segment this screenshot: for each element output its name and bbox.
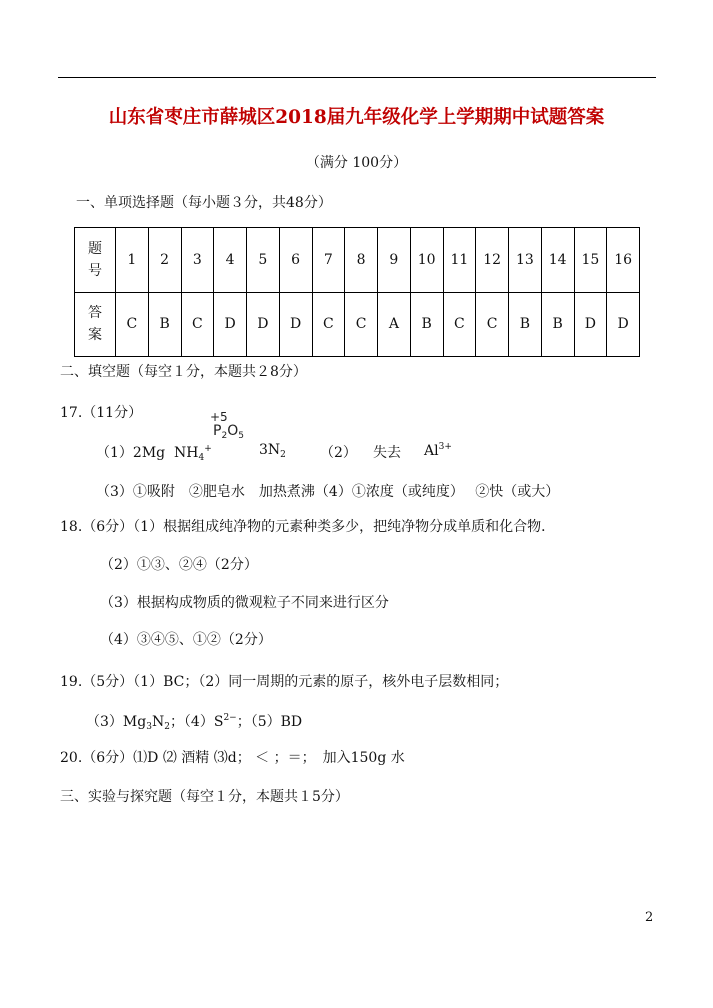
q19-part-4: ；（4）S xyxy=(169,714,224,730)
q17-3n2 xyxy=(259,442,286,460)
formula-n: N xyxy=(151,714,165,730)
formula-sup: 2− xyxy=(223,713,237,723)
q18-line-1: 18.（6分）（1）根据组成纯净物的元素种类多少，把纯净物分成单质和化合物． xyxy=(60,519,556,535)
answer-cell: C xyxy=(116,292,149,357)
answer-cell: D xyxy=(607,292,640,357)
question-number-row xyxy=(75,228,640,293)
top-rule xyxy=(58,77,656,78)
formula-p: P xyxy=(213,423,222,439)
q17-part-2: （2） xyxy=(320,445,357,461)
formula-al: Al xyxy=(424,443,439,459)
answer-cell: D xyxy=(214,292,247,357)
number-cell: 12 xyxy=(476,228,509,293)
formula-n: 3N xyxy=(259,442,281,458)
answer-table xyxy=(74,227,640,357)
number-cell: 6 xyxy=(279,228,312,293)
q17-line-1a xyxy=(96,442,212,463)
q19-part-5: ；（5）BD xyxy=(236,714,303,730)
number-cell: 9 xyxy=(378,228,411,293)
number-cell: 14 xyxy=(541,228,574,293)
q17-line-2: （3）①吸附 ②肥皂水 加热煮沸（4）①浓度（或纯度） ②快（或大） xyxy=(96,484,560,500)
q17-lose: 失去 xyxy=(373,445,401,461)
answer-cell: B xyxy=(148,292,181,357)
formula-sub: 2 xyxy=(221,431,228,441)
number-cell: 15 xyxy=(574,228,607,293)
p2o5-formula xyxy=(213,423,244,441)
number-cell: 4 xyxy=(214,228,247,293)
valence-label: +5 xyxy=(210,410,228,424)
q19-line-1: 19.（5分）（1）BC；（2）同一周期的元素的原子，核外电子层数相同； xyxy=(60,674,509,690)
number-cell: 3 xyxy=(181,228,214,293)
row-header-char: 题 xyxy=(88,240,102,257)
answer-cell: B xyxy=(541,292,574,357)
number-cell: 5 xyxy=(247,228,280,293)
answer-cell: B xyxy=(410,292,443,357)
formula-sup: 3+ xyxy=(438,442,452,452)
formula-sub: 3 xyxy=(146,722,152,732)
q18-line-2: （2）①③、②④（2分） xyxy=(100,557,258,573)
formula-sub: 5 xyxy=(238,431,244,441)
section-3-heading: 三、实验与探究题（每空１分，本题共１5分） xyxy=(60,789,349,805)
p2o5-valence-image xyxy=(209,410,243,442)
formula-sub: 2 xyxy=(280,450,286,460)
row-header-number xyxy=(75,228,116,293)
answer-cell: A xyxy=(378,292,411,357)
q17-2mg: （1）2Mg xyxy=(96,445,166,461)
number-cell: 7 xyxy=(312,228,345,293)
number-cell: 10 xyxy=(410,228,443,293)
answer-cell: B xyxy=(509,292,542,357)
q18-line-4: （4）③④⑤、①②（2分） xyxy=(100,632,272,648)
formula-nh: NH xyxy=(174,445,199,461)
q19-part-3: （3）Mg xyxy=(86,714,147,730)
page-number: 2 xyxy=(645,910,654,925)
number-cell: 1 xyxy=(116,228,149,293)
answer-cell: C xyxy=(181,292,214,357)
section-1-heading: 一、单项选择题（每小题３分，共48分） xyxy=(76,195,332,211)
answer-cell: D xyxy=(247,292,280,357)
row-header-char: 案 xyxy=(88,327,102,344)
row-header-char: 号 xyxy=(88,262,102,279)
number-cell: 16 xyxy=(607,228,640,293)
answer-cell: D xyxy=(574,292,607,357)
answer-cell: C xyxy=(476,292,509,357)
row-header-answer xyxy=(75,292,116,357)
formula-o: O xyxy=(227,423,239,439)
number-cell: 2 xyxy=(148,228,181,293)
q18-line-3: （3）根据构成物质的微观粒子不同来进行区分 xyxy=(100,595,389,611)
answer-row xyxy=(75,292,640,357)
answer-cell: C xyxy=(345,292,378,357)
q17-al3 xyxy=(424,442,452,459)
answer-cell: C xyxy=(443,292,476,357)
q17-nh4 xyxy=(174,445,212,461)
number-cell: 13 xyxy=(509,228,542,293)
number-cell: 8 xyxy=(345,228,378,293)
formula-sub: 4 xyxy=(198,453,205,463)
full-score: （满分 100分） xyxy=(305,155,408,171)
row-header-char: 答 xyxy=(88,305,102,322)
formula-sup: + xyxy=(204,444,212,454)
q17-heading: 17.（11分） xyxy=(60,405,143,421)
number-cell: 11 xyxy=(443,228,476,293)
answer-cell: D xyxy=(279,292,312,357)
page-title: 山东省枣庄市薛城区2018届九年级化学上学期期中试题答案 xyxy=(108,107,605,128)
answer-cell: C xyxy=(312,292,345,357)
section-2-heading: 二、填空题（每空１分，本题共２8分） xyxy=(60,364,307,380)
q20-line: 20.（6分）⑴D ⑵ 酒精 ⑶d； ＜ ；＝； 加入150g 水 xyxy=(60,750,405,766)
q19-line-2 xyxy=(86,711,302,732)
formula-sub: 2 xyxy=(164,722,170,732)
